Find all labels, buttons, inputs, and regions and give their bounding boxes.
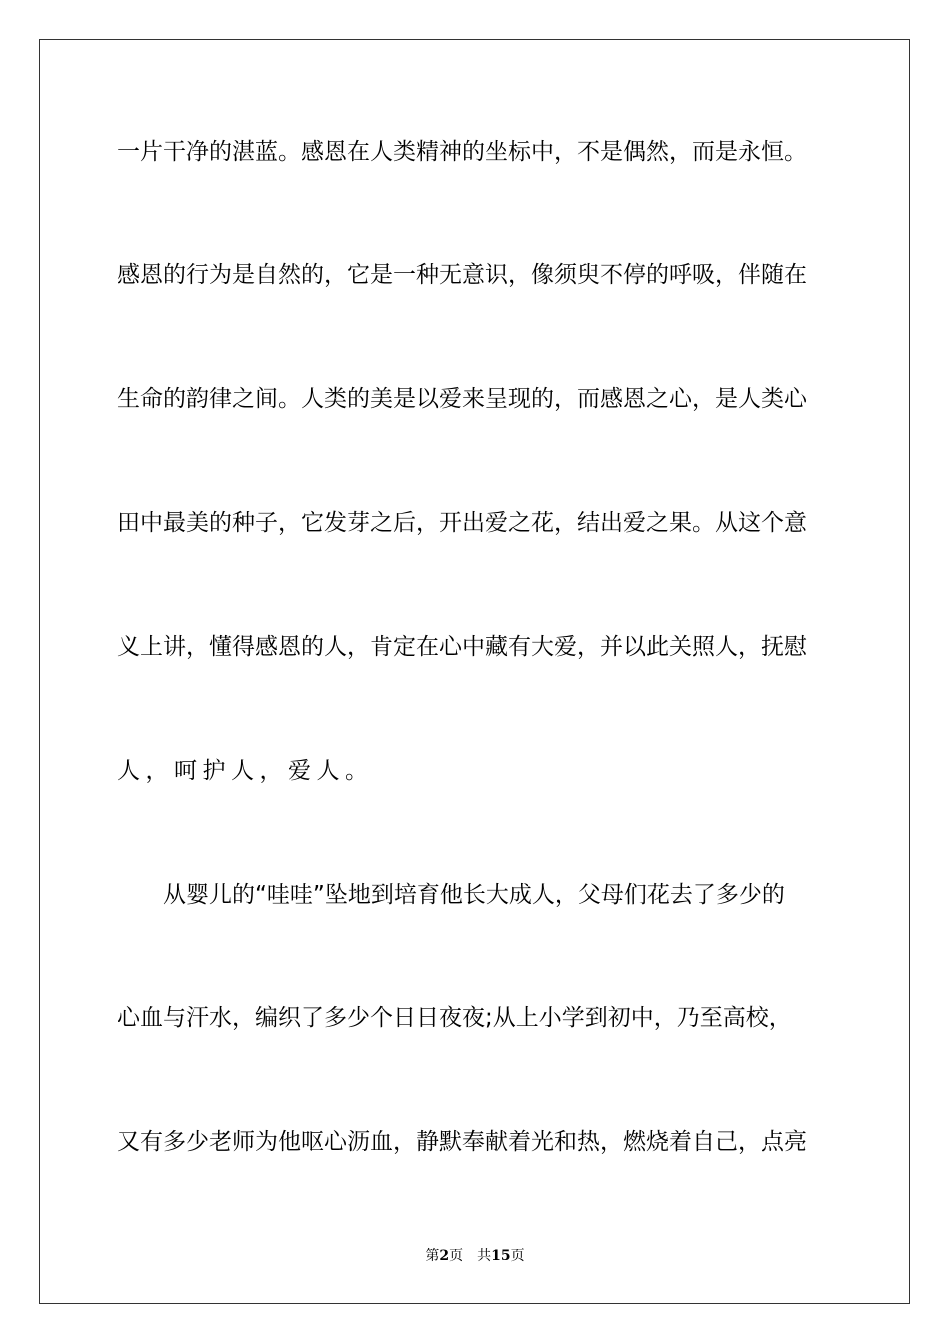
- text-line: 又有多少老师为他呕心沥血，静默奉献着光和热，燃烧着自己，点亮: [117, 1129, 807, 1155]
- page-suffix: 页: [449, 1248, 464, 1264]
- text-line-paragraph-start: 从婴儿的“哇哇”坠地到培育他长大成人，父母们花去了多少的: [163, 882, 785, 908]
- text-line: 生命的韵律之间。人类的美是以爱来呈现的，而感恩之心，是人类心: [117, 386, 807, 412]
- text-line: 人，呵护人，爱人。: [117, 758, 374, 784]
- text-line: 感恩的行为是自然的，它是一种无意识，像须臾不停的呼吸，伴随在: [117, 262, 807, 288]
- page-border: [39, 39, 910, 1304]
- total-prefix: 共: [477, 1248, 492, 1264]
- text-line: 义上讲，懂得感恩的人，肯定在心中藏有大爱，并以此关照人，抚慰: [117, 634, 807, 660]
- page-prefix: 第: [425, 1248, 440, 1264]
- current-page-number: 2: [439, 1248, 450, 1264]
- total-page-count: 15: [491, 1248, 511, 1264]
- page-number-footer: [0, 1246, 950, 1266]
- text-line: 一片干净的湛蓝。感恩在人类精神的坐标中，不是偶然，而是永恒。: [117, 139, 807, 165]
- total-suffix: 页: [510, 1248, 525, 1264]
- text-line: 心血与汗水，编织了多少个日日夜夜;从上小学到初中，乃至高校，: [117, 1005, 792, 1031]
- text-line: 田中最美的种子，它发芽之后，开出爱之花，结出爱之果。从这个意: [117, 510, 807, 536]
